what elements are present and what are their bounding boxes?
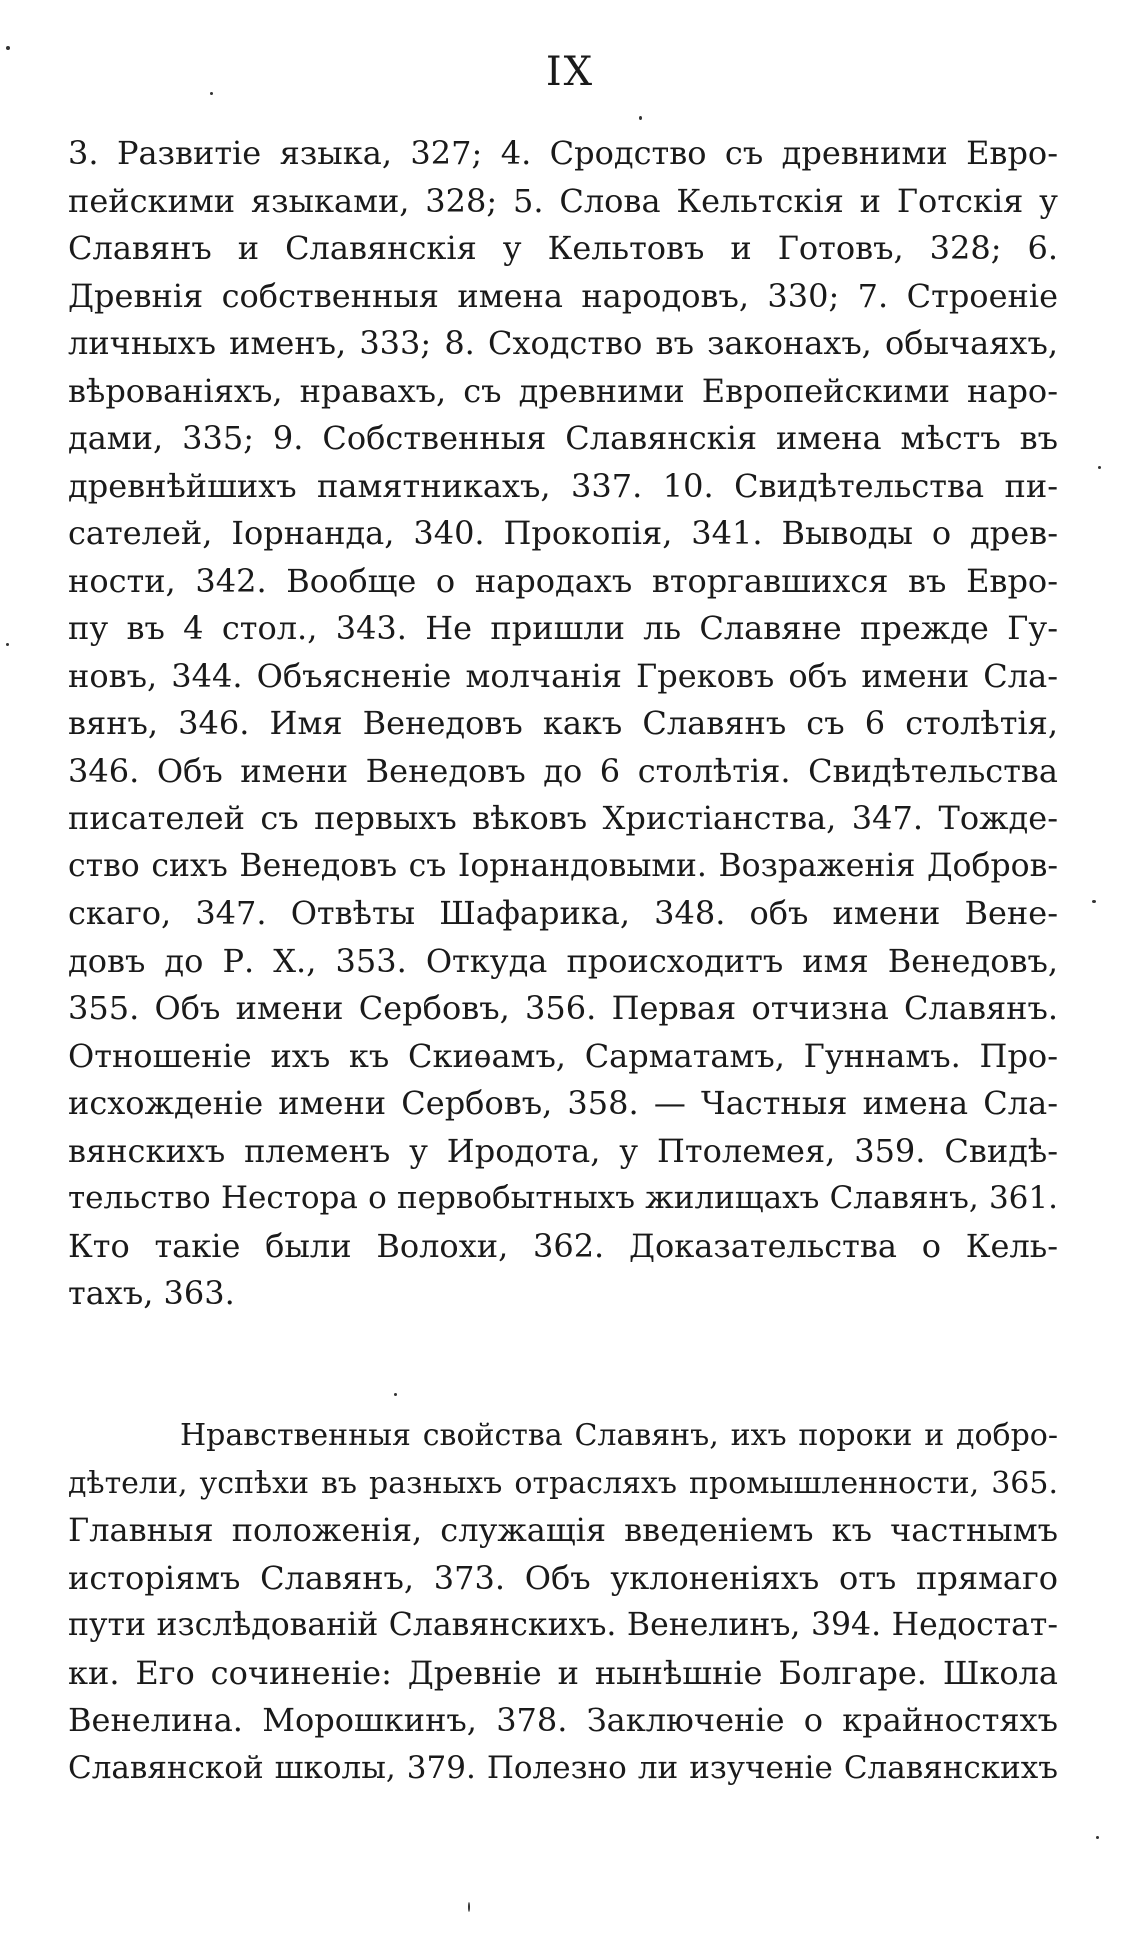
text-line: Отношеніе ихъ къ Скиѳамъ, Сарматамъ, Гуннамъ. Про- (68, 1036, 1058, 1075)
scan-speck (6, 643, 9, 646)
text-line: довъ до Р. Х., 353. Откуда происходитъ имя Венедовъ, (68, 941, 1058, 980)
paragraph-1 (68, 130, 1058, 1318)
text-line: Славянской школы, 379. Полезно ли изученіе Славянскихъ (68, 1749, 1058, 1786)
text-line: исхожденіе имени Сербовъ, 358. — Частныя имена Сла- (68, 1084, 1058, 1122)
scan-speck (1092, 900, 1096, 903)
text-line: исторіямъ Славянъ, 373. Объ уклоненіяхъ отъ прямаго (68, 1558, 1058, 1597)
text-line: пути изслѣдованій Славянскихъ. Венелинъ, 394. Недостат- (68, 1607, 1058, 1643)
scan-speck (468, 1902, 470, 1912)
text-line: древнѣйшихъ памятникахъ, 337. 10. Свидѣтельства пи- (68, 466, 1058, 505)
scan-speck (639, 116, 642, 120)
text-line: ности, 342. Вообще о народахъ вторгавшихся въ Евро- (68, 561, 1058, 600)
text-line: вянъ, 346. Имя Венедовъ какъ Славянъ съ 6 столѣтія, (68, 704, 1058, 742)
text-line: личныхъ именъ, 333; 8. Сходство въ законахъ, обычаяхъ, (68, 324, 1058, 362)
page-number: IX (545, 49, 595, 95)
text-line: тельство Нестора о первобытныхъ жилищахъ Славянъ, 361. (68, 1180, 1058, 1216)
paragraph-2 (68, 1412, 1058, 1792)
text-line: ки. Его сочиненіе: Древніе и нынѣшніе Болгаре. Школа (68, 1653, 1058, 1692)
scan-speck (210, 92, 213, 95)
text-line: Главныя положенія, служащія введеніемъ къ частнымъ (68, 1511, 1058, 1549)
scan-speck (1096, 1836, 1099, 1839)
text-line: Кто такіе были Волохи, 362. Доказательства о Кель- (68, 1226, 1058, 1265)
text-line: тахъ, 363. (68, 1274, 235, 1312)
text-line: пу въ 4 стол., 343. Не пришли ль Славяне прежде Гу- (68, 609, 1058, 647)
text-line: дами, 335; 9. Собственныя Славянскія имена мѣстъ въ (68, 419, 1058, 457)
text-line: 355. Объ имени Сербовъ, 356. Первая отчизна Славянъ. (68, 989, 1058, 1027)
scan-speck (6, 46, 10, 50)
text-line: Нравственныя свойства Славянъ, ихъ пороки и добро- (180, 1418, 1058, 1453)
text-line: ство сихъ Венедовъ съ Іорнандовыми. Возраженія Добров- (68, 847, 1058, 884)
text-line: вѣрованіяхъ, нравахъ, съ древними Европейскими наро- (68, 371, 1058, 410)
text-line: писателей съ первыхъ вѣковъ Христіанства, 347. Тожде- (68, 799, 1058, 837)
text-line: Венелина. Морошкинъ, 378. Заключеніе о крайностяхъ (68, 1701, 1058, 1739)
scan-speck (1098, 466, 1101, 469)
text-line: Древнія собственныя имена народовъ, 330; 7. Строеніе (68, 276, 1058, 315)
text-line: дѣтели, успѣхи въ разныхъ отрасляхъ промышленности, 365. (68, 1465, 1058, 1501)
text-line: вянскихъ племенъ у Иродота, у Птолемея, 359. Свидѣ- (68, 1131, 1058, 1170)
text-line: 3. Развитіе языка, 327; 4. Сродство съ древними Евро- (68, 134, 1058, 172)
scan-speck (394, 1393, 397, 1396)
text-line: скаго, 347. Отвѣты Шафарика, 348. объ имени Вене- (68, 894, 1058, 932)
text-line: новъ, 344. Объясненіе молчанія Грековъ объ имени Сла- (68, 656, 1058, 695)
text-line: 346. Объ имени Венедовъ до 6 столѣтія. Свидѣтельства (68, 751, 1058, 790)
text-line: Славянъ и Славянскія у Кельтовъ и Готовъ, 328; 6. (68, 229, 1058, 267)
text-line: сателей, Іорнанда, 340. Прокопія, 341. Выводы о древ- (68, 514, 1058, 552)
text-line: пейскими языками, 328; 5. Слова Кельтскія и Готскія у (68, 181, 1058, 220)
